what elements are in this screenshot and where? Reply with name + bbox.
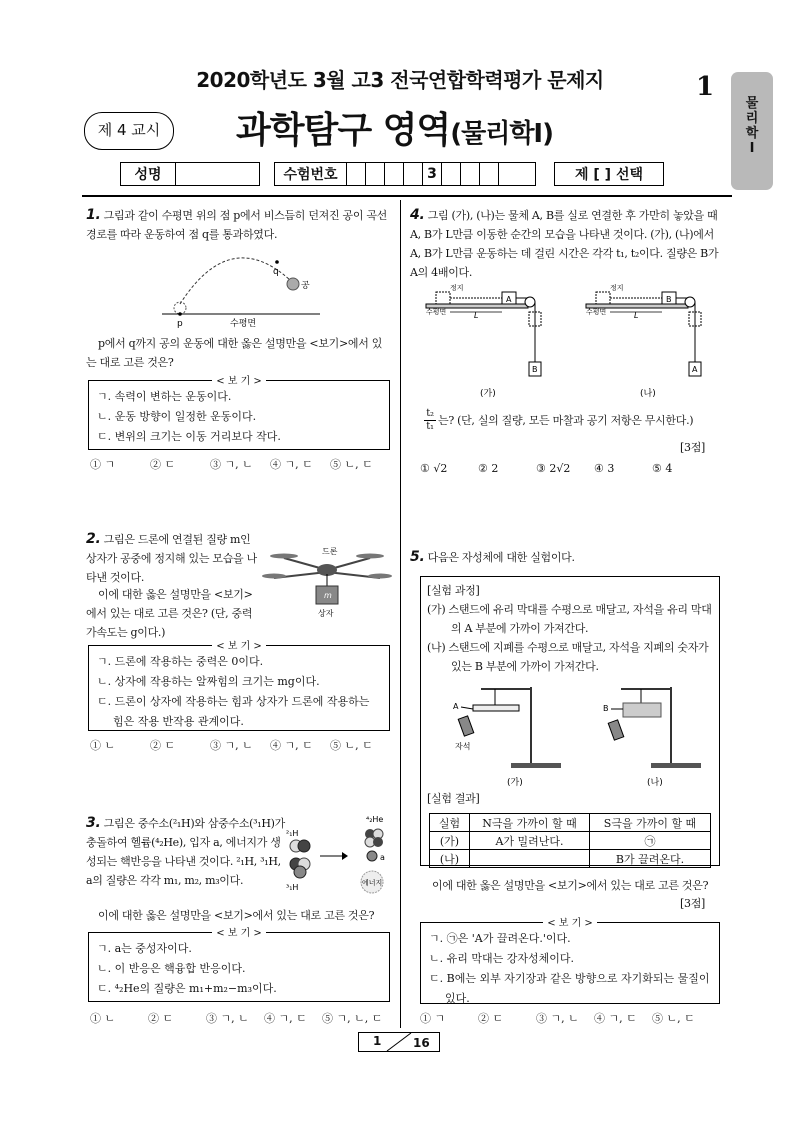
trajectory-path	[180, 258, 290, 304]
procedure-title: [실험 과정]	[427, 584, 480, 597]
choice-5[interactable]: ⑤ ㄱ, ㄴ, ㄷ	[322, 1012, 383, 1025]
stand-ga	[453, 687, 561, 787]
label-B: B	[666, 295, 672, 304]
fraction	[424, 408, 436, 433]
label-A: A	[453, 702, 459, 711]
table-header-cell: S극을 가까이 할 때	[590, 814, 711, 832]
label-ga: (가)	[507, 778, 523, 787]
question-4	[410, 206, 720, 282]
table-cell: A가 밀려난다.	[470, 832, 590, 850]
label-B: B	[532, 365, 538, 374]
stand-na	[603, 687, 701, 787]
question-number: 3.	[86, 815, 101, 831]
label-q: q	[273, 267, 279, 277]
question-text: 다음은 자성체에 대한 실험이다.	[427, 551, 575, 564]
bogi-title: < 보 기 >	[212, 376, 266, 387]
label-magnet: 자석	[455, 742, 471, 751]
label-energy: 에너지	[362, 879, 383, 887]
subject-side-tab	[731, 72, 773, 190]
q5-prompt: 이에 대한 옳은 설명만을 <보기>에서 있는 대로 고른 것은?	[432, 879, 709, 892]
question-1	[86, 206, 390, 244]
bogi-item: ㄴ. 유리 막대는 강자성체이다.	[429, 952, 574, 965]
exam-title: 2020학년도 3월 고3 전국연합학력평가 문제지	[196, 68, 604, 92]
exam-number-cell[interactable]: 3	[423, 163, 442, 185]
subject-main: 과학탐구 영역	[236, 110, 451, 151]
period-badge: 제 4 교시	[84, 112, 174, 150]
q3-choices	[90, 1010, 390, 1026]
bogi-title: < 보 기 >	[543, 918, 597, 929]
choice-1[interactable]: ① ㄴ	[90, 739, 116, 752]
question-text: 그림은 중수소(²₁H)와 삼중수소(³₁H)가 충돌하여 헬륨(⁴₂He), 입자 a, 에너지가 생성되는 핵반응을 나타낸 것이다. ²₁H, ³₁H, a의 질량은 각각 m₁, m₂, m₃이다.	[86, 817, 285, 887]
q1-bogi-box	[88, 376, 390, 450]
table-cell: (나)	[430, 850, 470, 868]
header-rule	[82, 195, 732, 197]
column-divider	[400, 200, 401, 1028]
question-2	[86, 530, 262, 587]
q2-bogi-box	[88, 641, 390, 731]
table-cell	[470, 850, 590, 868]
exam-number-cell[interactable]	[385, 163, 404, 185]
bogi-item: ㄱ. 드론에 작용하는 중력은 0이다.	[97, 655, 264, 668]
label-a: a	[380, 853, 385, 862]
exam-number-box	[274, 162, 536, 186]
label-box: 상자	[318, 609, 334, 618]
label-rest: 정지	[610, 284, 624, 292]
q1-prompt: p에서 q까지 공의 운동에 대한 옳은 설명만을 <보기>에서 있는 대로 고른 것은?	[86, 337, 383, 369]
choice-box[interactable]: 제 [ ] 선택	[554, 162, 664, 186]
q1-choices	[90, 456, 390, 472]
bogi-item: ㄷ. 드론이 상자에 작용하는 힘과 상자가 드론에 작용하는 힘은 작용 반작용 관계이다.	[97, 695, 370, 728]
table-cell: B가 끌려온다.	[590, 850, 711, 868]
label-ball: 공	[301, 281, 310, 291]
q2-choices	[90, 737, 390, 753]
choice-2[interactable]: ② ㄷ	[150, 739, 176, 752]
choice-4[interactable]: ④ ㄱ, ㄷ	[270, 739, 313, 752]
label-B: B	[603, 704, 609, 713]
name-label: 성명	[121, 163, 176, 185]
label-he: ⁴₂He	[366, 815, 384, 824]
procedure-step: (나) 스탠드에 지폐를 수평으로 매달고, 자석을 지폐의 숫자가 있는 B 부분에 가까이 가져간다.	[427, 641, 709, 673]
question-5	[410, 548, 720, 567]
choice-4[interactable]: ④ ㄱ, ㄷ	[594, 1012, 637, 1025]
label-h3: ³₁H	[286, 883, 299, 892]
table-row	[430, 850, 711, 868]
procedure	[421, 577, 719, 676]
side-tab-char: 물	[745, 96, 759, 111]
q2-prompt: 이에 대한 옳은 설명만을 <보기>에서 있는 대로 고른 것은? (단, 중력 가속도는 g이다.)	[86, 588, 253, 639]
question-number: 5.	[410, 549, 425, 565]
point-p	[178, 312, 182, 316]
fraction-numerator: t₂	[426, 408, 434, 419]
label-rest: 정지	[450, 284, 464, 292]
bogi-item: ㄷ. B에는 외부 자기장과 같은 방향으로 자기화되는 물질이 있다.	[429, 972, 710, 1005]
choice-1[interactable]: ① ㄱ	[420, 1012, 446, 1025]
exam-number-cell[interactable]	[404, 163, 423, 185]
choice-2[interactable]: ② ㄷ	[150, 458, 176, 471]
q4-prompt-line	[424, 408, 724, 433]
choice-3[interactable]: ③ ㄱ, ㄴ	[210, 739, 253, 752]
question-text: 그림은 드론에 연결된 질량 m인 상자가 공중에 정지해 있는 모습을 나타낸 것이다.	[86, 533, 257, 584]
choice-4[interactable]: ④ ㄱ, ㄷ	[270, 458, 313, 471]
bogi-title: < 보 기 >	[212, 641, 266, 652]
question-number: 4.	[410, 207, 425, 223]
bogi-item: ㄷ. 변위의 크기는 이동 거리보다 작다.	[97, 430, 281, 443]
question-prompt: 는? (단, 실의 질량, 모든 마찰과 공기 저항은 무시한다.)	[438, 414, 694, 427]
choice-5[interactable]: ⑤ ㄴ, ㄷ	[652, 1012, 695, 1025]
choice-1[interactable]: ① ㄴ	[90, 1012, 116, 1025]
result-title: [실험 결과]	[427, 792, 480, 805]
bogi-item: ㄷ. ⁴₂He의 질량은 m₁+m₂−m₃이다.	[97, 982, 277, 995]
bogi-item: ㄱ. a는 중성자이다.	[97, 942, 192, 955]
side-tab-char: 리	[745, 111, 759, 126]
table-header-cell: 실험	[430, 814, 470, 832]
subject-sub: (물리학Ⅰ)	[450, 119, 553, 149]
label-A: A	[506, 295, 512, 304]
label-ground: 수평면	[230, 319, 257, 329]
setup-ga	[426, 283, 541, 399]
ball	[287, 278, 299, 290]
label-L: L	[474, 311, 479, 320]
page-indicator	[358, 1032, 440, 1052]
table-cell: ㉠	[590, 832, 711, 850]
choice-3[interactable]: ③ ㄱ, ㄴ	[210, 458, 253, 471]
bogi-item: ㄴ. 상자에 작용하는 알짜힘의 크기는 mg이다.	[97, 675, 320, 688]
experiment-box	[420, 576, 720, 866]
question-text: 그림 (가), (나)는 물체 A, B를 실로 연결한 후 가만히 놓았을 때 A, B가 L만큼 이동한 순간의 모습을 나타낸 것이다. (가), (나)에서 A, B가 L만큼 운동하는 데 걸린 시간은 각각 t₁, t₂이다. 질량은 B가 A의 4배이다.	[410, 209, 719, 279]
side-tab-char: Ⅰ	[749, 141, 755, 156]
page-number: 1	[696, 72, 715, 102]
result-table	[429, 813, 711, 868]
label-ga: (가)	[480, 389, 496, 399]
exam-number-cell[interactable]	[347, 163, 366, 185]
label-L: L	[634, 311, 639, 320]
page-total: 16	[413, 1036, 430, 1050]
exam-number-cell[interactable]	[499, 163, 535, 185]
q5-points: [3점]	[680, 897, 706, 910]
procedure-step: (가) 스탠드에 유리 막대를 수평으로 매달고, 자석을 유리 막대의 A 부분에 가까이 가져간다.	[427, 603, 712, 635]
table-header-row	[430, 814, 711, 832]
choice-2[interactable]: ② 2	[478, 462, 499, 475]
table-cell: (가)	[430, 832, 470, 850]
choice-3[interactable]: ③ ㄱ, ㄴ	[536, 1012, 579, 1025]
name-box	[120, 162, 260, 186]
choice-3[interactable]: ③ 2√2	[536, 462, 571, 475]
table-header-cell: N극을 가까이 할 때	[470, 814, 590, 832]
question-number: 1.	[86, 207, 101, 223]
label-drone: 드론	[322, 547, 338, 556]
q3-prompt: 이에 대한 옳은 설명만을 <보기>에서 있는 대로 고른 것은?	[98, 909, 375, 922]
label-A: A	[692, 365, 698, 374]
table-row	[430, 832, 711, 850]
question-3	[86, 814, 286, 890]
choice-5[interactable]: ⑤ 4	[652, 462, 673, 475]
choice-4[interactable]: ④ 3	[594, 462, 615, 475]
label-na: (나)	[640, 389, 656, 399]
q3-bogi-box	[88, 928, 390, 1002]
exam-number-cell[interactable]	[442, 163, 461, 185]
exam-number-label: 수험번호	[275, 163, 347, 185]
q4-choices	[420, 462, 720, 475]
subject-title	[236, 102, 553, 153]
bogi-item: ㄱ. ㉠은 'A가 끌려온다.'이다.	[429, 932, 571, 945]
name-field[interactable]	[176, 163, 259, 185]
choice-4[interactable]: ④ ㄱ, ㄷ	[264, 1012, 307, 1025]
choice-2[interactable]: ② ㄷ	[478, 1012, 504, 1025]
label-h2: ²₁H	[286, 829, 299, 838]
exam-number-cell[interactable]	[366, 163, 385, 185]
exam-number-cell[interactable]	[480, 163, 499, 185]
setup-na	[586, 283, 701, 399]
label-ground: 수평면	[586, 308, 607, 316]
label-na: (나)	[647, 778, 663, 787]
label-ground: 수평면	[426, 308, 447, 316]
bogi-item: ㄱ. 속력이 변하는 운동이다.	[97, 390, 232, 403]
fusion-figure	[284, 812, 392, 898]
bogi-title: < 보 기 >	[212, 928, 266, 939]
magnet-figure	[451, 683, 711, 787]
q4-points: [3점]	[680, 441, 706, 454]
drone-figure	[262, 530, 392, 630]
choice-1[interactable]: ① ㄱ	[90, 458, 116, 471]
choice-5[interactable]: ⑤ ㄴ, ㄷ	[330, 458, 373, 471]
question-number: 2.	[86, 531, 101, 547]
pulley-figure	[424, 282, 714, 400]
choice-1[interactable]: ① √2	[420, 462, 448, 475]
choice-2[interactable]: ② ㄷ	[148, 1012, 174, 1025]
exam-number-cell[interactable]	[461, 163, 480, 185]
bogi-item: ㄴ. 이 반응은 핵융합 반응이다.	[97, 962, 246, 975]
q5-bogi-box	[420, 918, 720, 1005]
page-current: 1	[373, 1034, 382, 1048]
projectile-figure	[160, 246, 320, 330]
fraction-denominator: t₁	[424, 420, 436, 433]
side-tab-char: 학	[745, 126, 759, 141]
choice-3[interactable]: ③ ㄱ, ㄴ	[206, 1012, 249, 1025]
label-mass: m	[324, 591, 332, 600]
q5-choices	[420, 1010, 720, 1026]
question-text: 그림과 같이 수평면 위의 점 p에서 비스듬히 던져진 공이 곡선 경로를 따라 운동하여 점 q를 통과하였다.	[86, 209, 388, 241]
label-p: p	[177, 319, 183, 329]
bogi-item: ㄴ. 운동 방향이 일정한 운동이다.	[97, 410, 257, 423]
point-q	[275, 260, 279, 264]
choice-5[interactable]: ⑤ ㄴ, ㄷ	[330, 739, 373, 752]
